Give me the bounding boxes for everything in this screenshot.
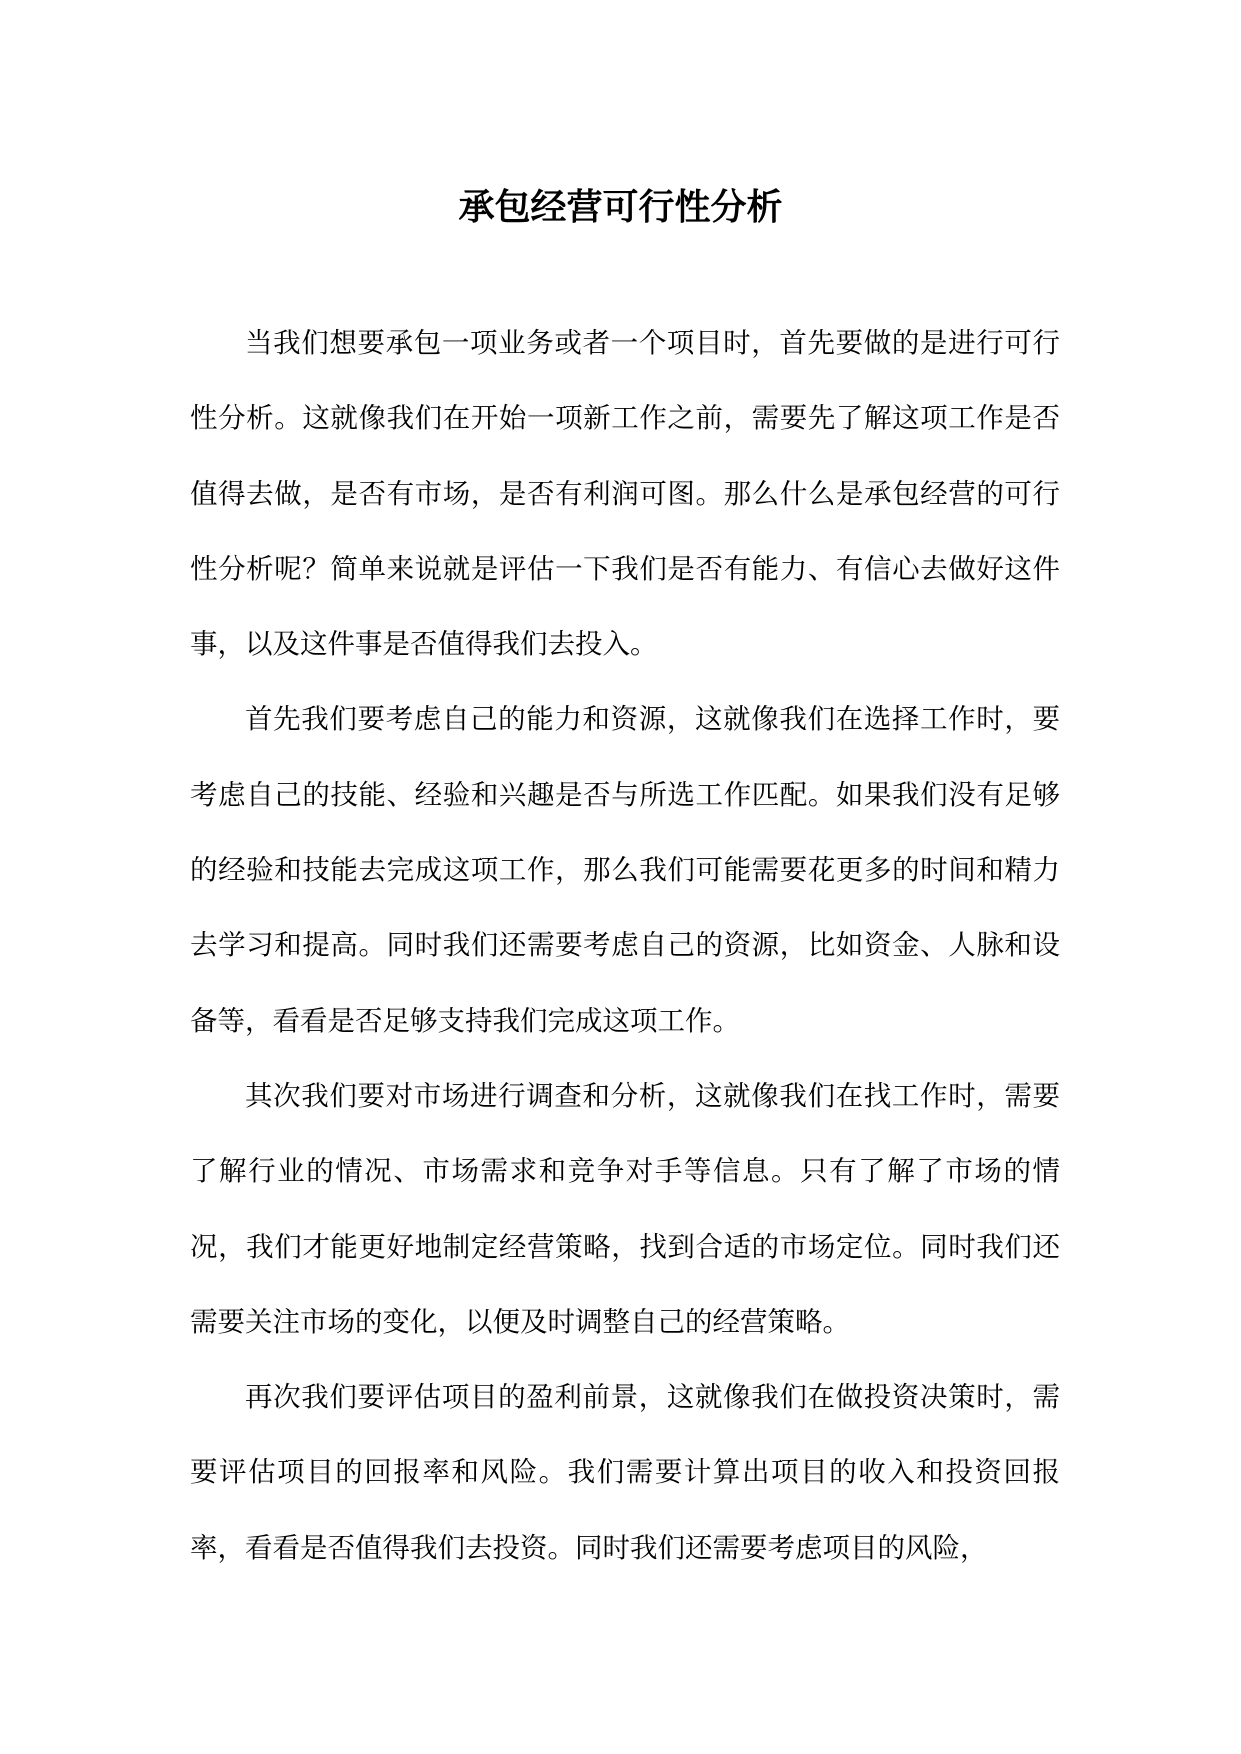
paragraph-2: 首先我们要考虑自己的能力和资源，这就像我们在选择工作时，要考虑自己的技能、经验和兴趣是否与所选工作匹配。如果我们没有足够的经验和技能去完成这项工作，那么我们可能需要花更多的时间和精力去学习和提高。同时我们还需要考虑自己的资源，比如资金、人脉和设备等，看看是否足够支持我们完成这项工作。 — [190, 703, 1060, 1037]
paragraph-1: 当我们想要承包一项业务或者一个项目时，首先要做的是进行可行性分析。这就像我们在开始一项新工作之前，需要先了解这项工作是否值得去做，是否有市场，是否有利润可图。那么什么是承包经营的可行性分析呢？简单来说就是评估一下我们是否有能力、有信心去做好这件事，以及这件事是否值得我们去投入。 — [190, 327, 1060, 661]
paragraph-4: 再次我们要评估项目的盈利前景，这就像我们在做投资决策时，需要评估项目的回报率和风险。我们需要计算出项目的收入和投资回报率，看看是否值得我们去投资。同时我们还需要考虑项目的风险， — [190, 1381, 1060, 1564]
page-title: 承包经营可行性分析 — [458, 186, 783, 228]
document-body — [190, 306, 1060, 1586]
paragraph-3: 其次我们要对市场进行调查和分析，这就像我们在找工作时，需要了解行业的情况、市场需求和竞争对手等信息。只有了解了市场的情况，我们才能更好地制定经营策略，找到合适的市场定位。同时我们还需要关注市场的变化，以便及时调整自己的经营策略。 — [190, 1079, 1060, 1338]
